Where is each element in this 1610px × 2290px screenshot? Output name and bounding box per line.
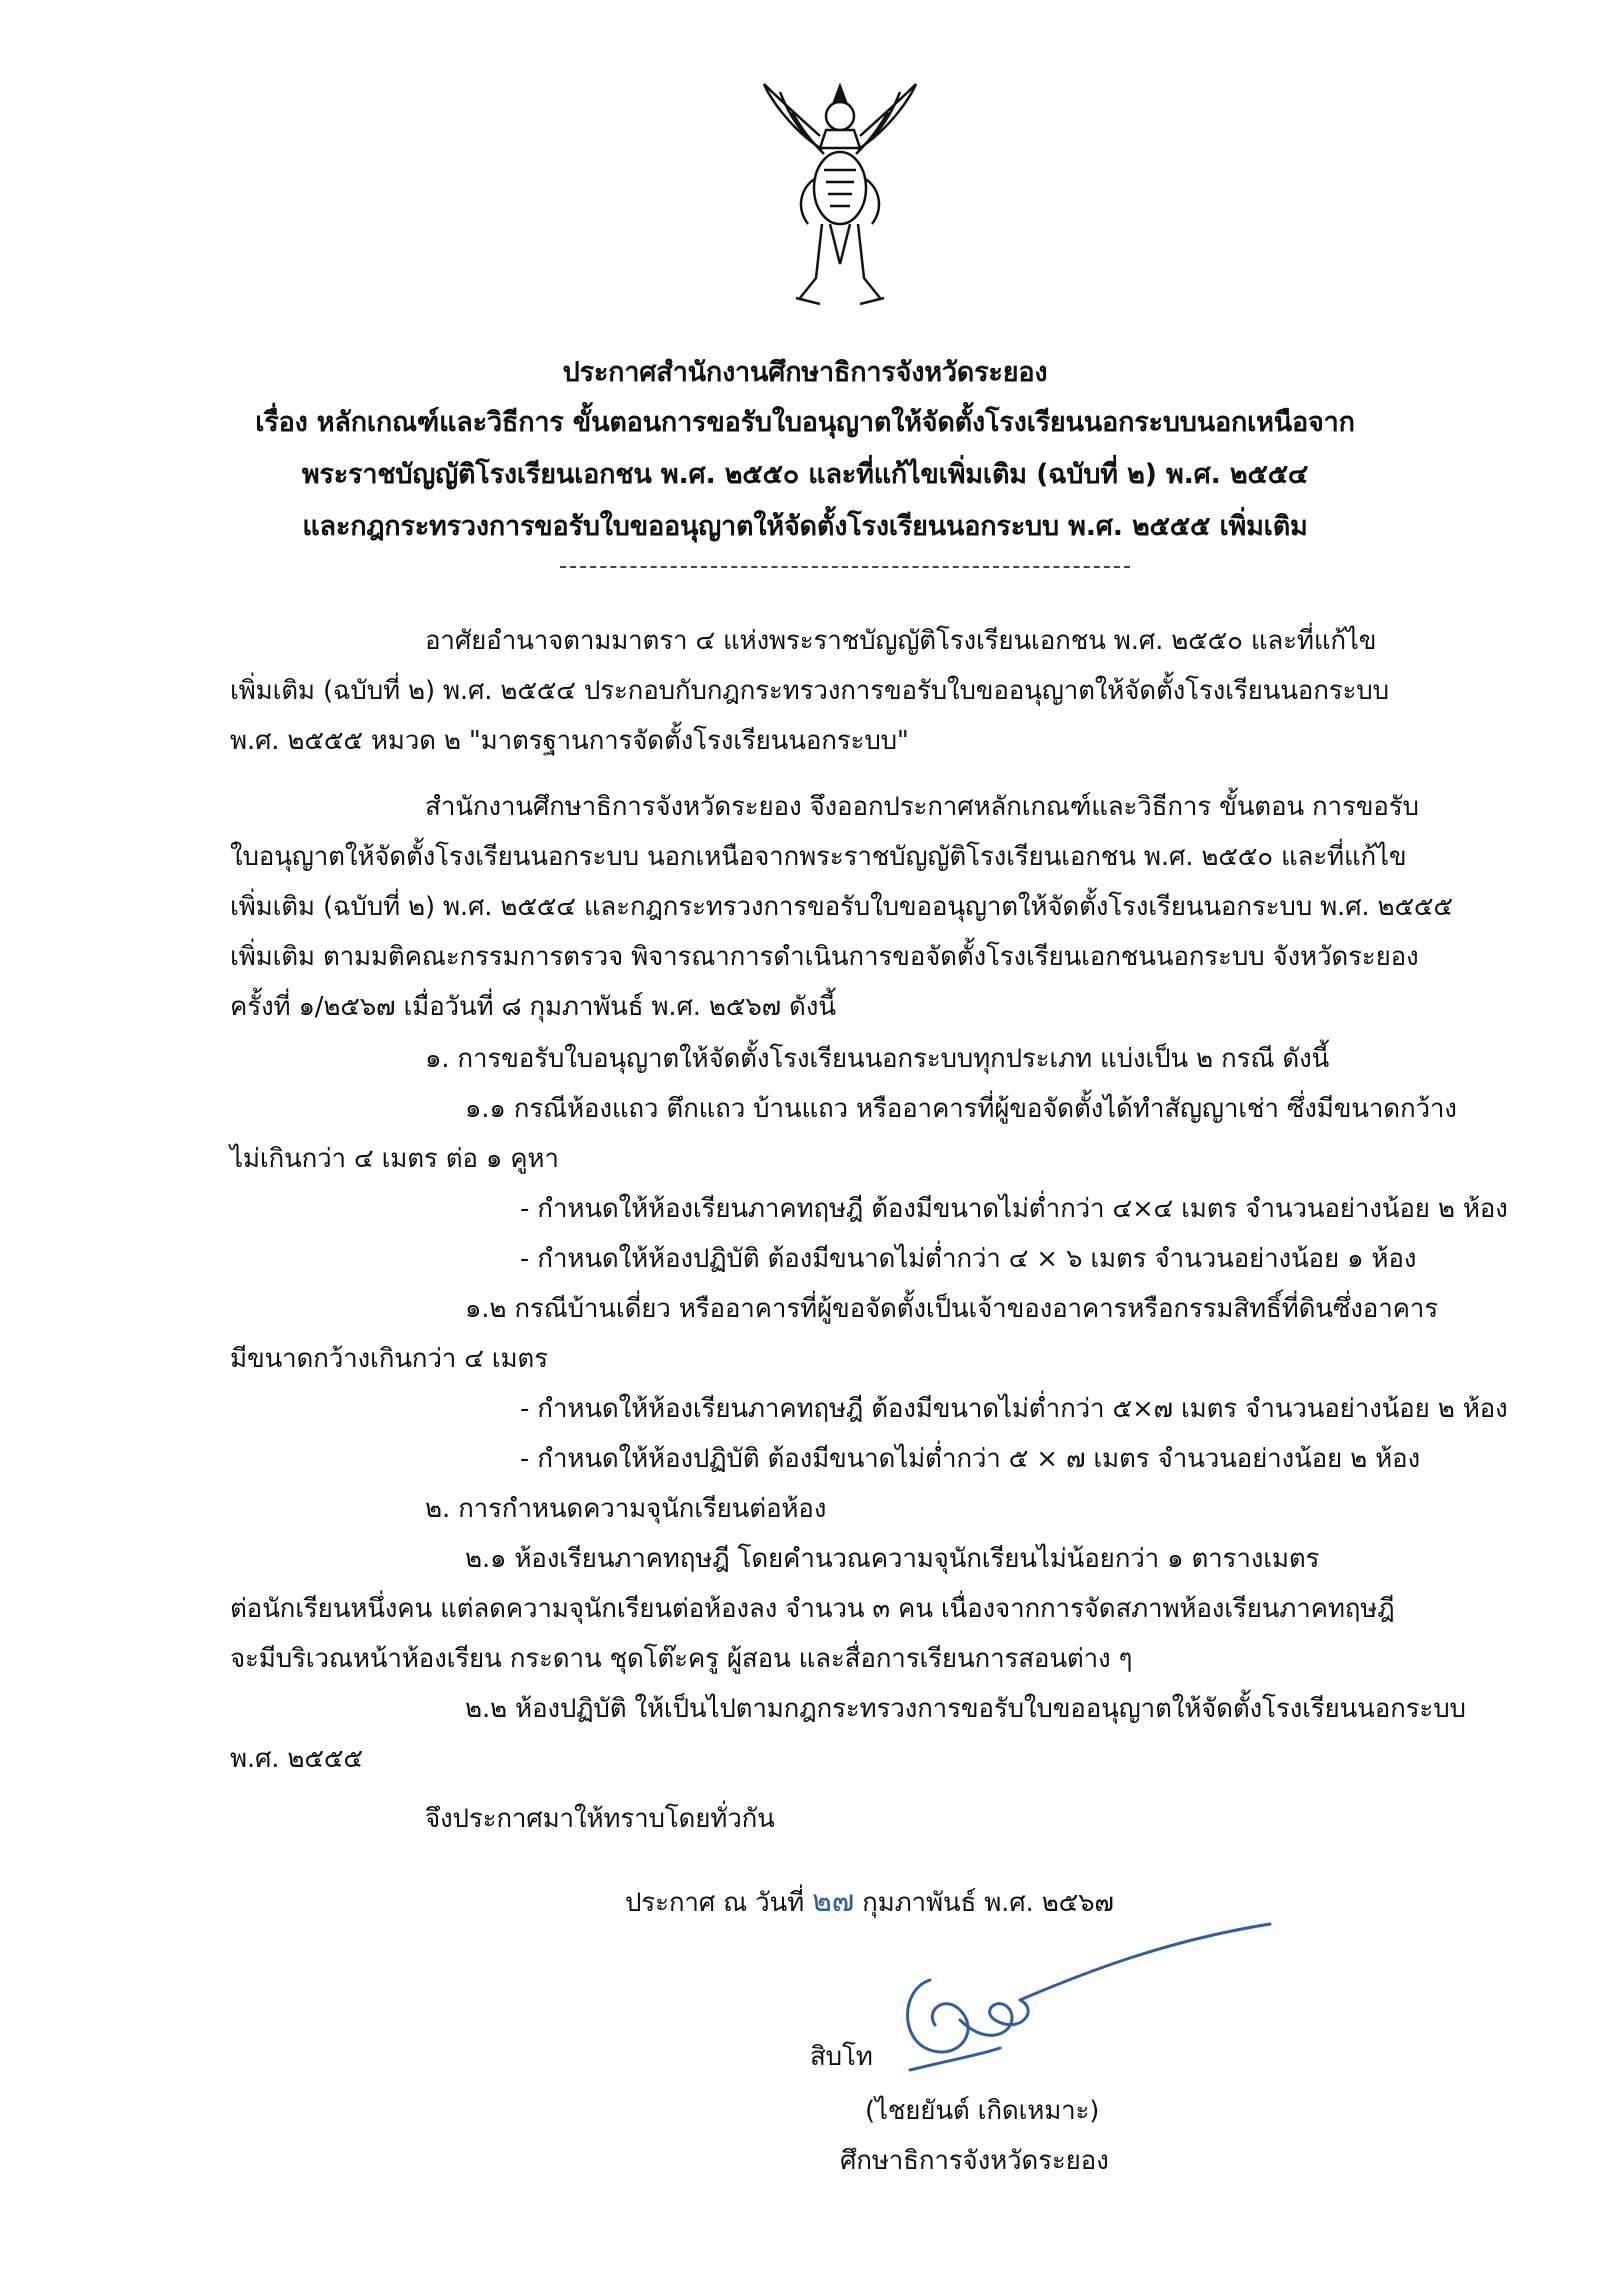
p1-line-3: พ.ศ. ๒๕๕๕ หมวด ๒ "มาตรฐานการจัดตั้งโรงเรียนนอกระบบ" <box>230 726 909 756</box>
p1-line-1: อาศัยอำนาจตามมาตรา ๔ แห่งพระราชบัญญัติโรงเรียนเอกชน พ.ศ. ๒๕๕๐ และที่แก้ไข <box>425 626 1377 656</box>
date-line <box>625 1878 1114 1925</box>
date-prefix: ประกาศ ณ วันที่ <box>625 1888 805 1918</box>
section-1-2-bullet-2: - กำหนดให้ห้องปฏิบัติ ต้องมีขนาดไม่ต่ำกว่า ๕ × ๗ เมตร จำนวนอย่างน้อย ๒ ห้อง <box>520 1444 1420 1474</box>
section-2-1-line-1: ๒.๑ ห้องเรียนภาคทฤษฎี โดยคำนวณความจุนักเรียนไม่น้อยกว่า ๑ ตารางเมตร <box>465 1544 1320 1574</box>
subject-line-2: พระราชบัญญัติโรงเรียนเอกชน พ.ศ. ๒๕๕๐ และที่แก้ไขเพิ่มเติม (ฉบับที่ ๒) พ.ศ. ๒๕๕๔ <box>301 459 1309 490</box>
section-2-1-line-3: จะมีบริเวณหน้าห้องเรียน กระดาน ชุดโต๊ะครู ผู้สอน และสื่อการเรียนการสอนต่าง ๆ <box>230 1644 1133 1674</box>
section-1-1-line-1: ๑.๑ กรณีห้องแถว ตึกแถว บ้านแถว หรืออาคารที่ผู้ขอจัดตั้งได้ทำสัญญาเช่า ซึ่งมีขนาดกว้าง <box>465 1094 1457 1124</box>
date-year: ๒๕๖๗ <box>1041 1888 1114 1918</box>
p2-line-5: ครั้งที่ ๑/๒๕๖๗ เมื่อวันที่ ๘ กุมภาพันธ์ พ.ศ. ๒๕๖๗ ดังนี้ <box>230 992 836 1022</box>
section-1-2-line-2: มีขนาดกว้างเกินกว่า ๔ เมตร <box>230 1344 548 1374</box>
date-year-label: พ.ศ. <box>984 1888 1034 1918</box>
section-1-2-bullet-1: - กำหนดให้ห้องเรียนภาคทฤษฎี ต้องมีขนาดไม่ต่ำกว่า ๕×๗ เมตร จำนวนอย่างน้อย ๒ ห้อง <box>520 1394 1508 1424</box>
section-2-2-line-2: พ.ศ. ๒๕๕๕ <box>230 1744 363 1774</box>
section-2-heading: ๒. การกำหนดความจุนักเรียนต่อห้อง <box>425 1494 827 1524</box>
p1-line-2: เพิ่มเติม (ฉบับที่ ๒) พ.ศ. ๒๕๕๔ ประกอบกับกฎกระทรวงการขอรับใบขออนุญาตให้จัดตั้งโรงเรียนนอกระบบ <box>230 676 1389 706</box>
section-2-1-line-2: ต่อนักเรียนหนึ่งคน แต่ลดความจุนักเรียนต่อห้องลง จำนวน ๓ คน เนื่องจากการจัดสภาพห้องเรียนภาคทฤษฎี <box>230 1594 1395 1624</box>
p2-line-1: สำนักงานศึกษาธิการจังหวัดระยอง จึงออกประกาศหลักเกณฑ์และวิธีการ ขั้นตอน การขอรับ <box>425 792 1419 822</box>
closing-statement: จึงประกาศมาให้ทราบโดยทั่วกัน <box>425 1804 775 1834</box>
p2-line-4: เพิ่มเติม ตามมติคณะกรรมการตรวจ พิจารณาการดำเนินการขอจัดตั้งโรงเรียนเอกชนนอกระบบ จังหวัดระยอง <box>230 942 1419 972</box>
section-1-1-bullet-2: - กำหนดให้ห้องปฏิบัติ ต้องมีขนาดไม่ต่ำกว่า ๔ × ๖ เมตร จำนวนอย่างน้อย ๑ ห้อง <box>520 1244 1417 1274</box>
subject-line-3: และกฎกระทรวงการขอรับใบขออนุญาตให้จัดตั้งโรงเรียนนอกระบบ พ.ศ. ๒๕๕๕ เพิ่มเติม <box>302 511 1308 542</box>
garuda-emblem-icon <box>760 78 920 318</box>
section-1-1-bullet-1: - กำหนดให้ห้องเรียนภาคทฤษฎี ต้องมีขนาดไม่ต่ำกว่า ๔×๔ เมตร จำนวนอย่างน้อย ๒ ห้อง <box>520 1194 1508 1224</box>
section-1-1-line-2: ไม่เกินกว่า ๔ เมตร ต่อ ๑ คูหา <box>230 1144 559 1174</box>
p2-line-3: เพิ่มเติม (ฉบับที่ ๒) พ.ศ. ๒๕๕๔ และกฎกระทรวงการขอรับใบขออนุญาตให้จัดตั้งโรงเรียนนอกระบบ พ.ศ. ๒๕๕๕ <box>230 892 1453 922</box>
p2-line-2: ใบอนุญาตให้จัดตั้งโรงเรียนนอกระบบ นอกเหนือจากพระราชบัญญัติโรงเรียนเอกชน พ.ศ. ๒๕๕๐ และที่แก้ไข <box>230 842 1407 872</box>
section-1-2-line-1: ๑.๒ กรณีบ้านเดี่ยว หรืออาคารที่ผู้ขอจัดตั้งเป็นเจ้าของอาคารหรือกรรมสิทธิ์ที่ดินซึ่งอาคาร <box>465 1294 1438 1324</box>
signatory-rank: สิบโท <box>810 2042 873 2072</box>
announcement-title: ประกาศสำนักงานศึกษาธิการจังหวัดระยอง <box>562 357 1048 388</box>
section-2-2-line-1: ๒.๒ ห้องปฏิบัติ ให้เป็นไปตามกฎกระทรวงการขอรับใบขออนุญาตให้จัดตั้งโรงเรียนนอกระบบ <box>465 1694 1466 1724</box>
handwritten-signature <box>870 1920 1290 2090</box>
date-month: กุมภาพันธ์ <box>862 1888 977 1918</box>
date-day-handwritten: ๒๗ <box>812 1884 855 1919</box>
header-divider <box>560 566 1130 568</box>
signatory-name: (ไชยยันต์ เกิดเหมาะ) <box>865 2096 1100 2126</box>
subject-line-1: เรื่อง หลักเกณฑ์และวิธีการ ขั้นตอนการขอรับใบอนุญาตให้จัดตั้งโรงเรียนนอกระบบนอกเหนือจาก <box>255 407 1355 438</box>
section-1-heading: ๑. การขอรับใบอนุญาตให้จัดตั้งโรงเรียนนอกระบบทุกประเภท แบ่งเป็น ๒ กรณี ดังนี้ <box>425 1044 1330 1074</box>
signatory-position: ศึกษาธิการจังหวัดระยอง <box>840 2146 1109 2176</box>
